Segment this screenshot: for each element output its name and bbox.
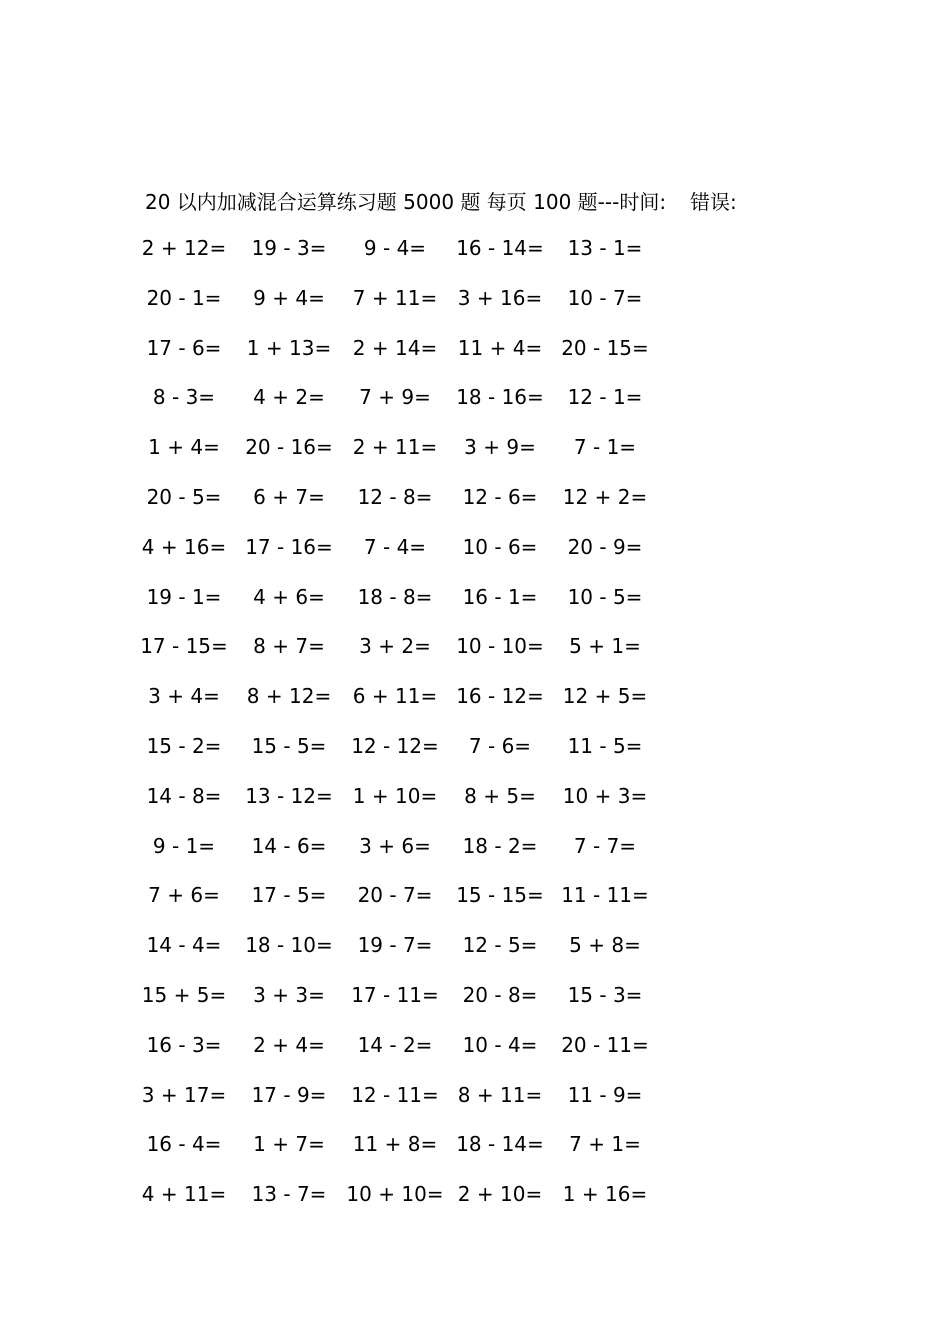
math-problem: 3 + 6= bbox=[359, 833, 431, 858]
problem-row bbox=[0, 778, 950, 828]
math-problem: 6 + 7= bbox=[253, 484, 325, 509]
errors-label: 错误: bbox=[690, 190, 737, 214]
problem-row bbox=[0, 977, 950, 1027]
math-problem: 8 + 12= bbox=[246, 684, 332, 709]
math-problem: 17 - 6= bbox=[146, 335, 222, 360]
math-problem: 19 - 3= bbox=[251, 236, 327, 260]
math-problem: 4 + 2= bbox=[253, 385, 325, 410]
math-problem: 3 + 9= bbox=[464, 435, 536, 460]
math-problem: 3 + 3= bbox=[253, 982, 325, 1007]
math-problem: 18 - 2= bbox=[462, 833, 538, 858]
math-problem: 7 - 4= bbox=[363, 534, 427, 559]
math-problem: 18 - 10= bbox=[245, 933, 333, 958]
problem-row bbox=[0, 927, 950, 977]
math-problem: 20 - 9= bbox=[567, 534, 643, 559]
math-problem: 14 - 2= bbox=[357, 1032, 433, 1057]
math-problem: 10 - 5= bbox=[567, 584, 643, 609]
problem-row bbox=[0, 828, 950, 878]
math-problem: 17 - 9= bbox=[251, 1082, 327, 1107]
math-problem: 1 + 7= bbox=[253, 1132, 325, 1157]
math-problem: 13 - 7= bbox=[251, 1182, 327, 1207]
math-problem: 4 + 6= bbox=[253, 584, 325, 609]
math-problem: 1 + 16= bbox=[562, 1182, 648, 1207]
math-problem: 17 - 16= bbox=[245, 534, 333, 559]
math-problem: 13 - 1= bbox=[567, 236, 643, 260]
math-problem: 12 - 6= bbox=[462, 484, 538, 509]
problem-row bbox=[0, 529, 950, 579]
math-problem: 2 + 4= bbox=[253, 1032, 325, 1057]
math-problem: 19 - 7= bbox=[357, 933, 433, 958]
math-problem: 15 - 5= bbox=[251, 733, 327, 758]
math-problem: 17 - 11= bbox=[351, 982, 439, 1007]
problem-row bbox=[0, 379, 950, 429]
math-problem: 2 + 11= bbox=[352, 435, 438, 460]
math-problem: 20 - 16= bbox=[245, 435, 333, 460]
math-problem: 14 - 6= bbox=[251, 833, 327, 858]
problem-row bbox=[0, 1027, 950, 1077]
math-problem: 1 + 10= bbox=[352, 783, 438, 808]
problem-row bbox=[0, 1126, 950, 1176]
math-problem: 5 + 1= bbox=[569, 634, 641, 659]
math-problem: 1 + 4= bbox=[148, 435, 220, 460]
math-problem: 9 + 4= bbox=[253, 285, 325, 310]
math-problem: 7 + 11= bbox=[352, 285, 438, 310]
math-problem: 12 - 11= bbox=[351, 1082, 439, 1107]
math-problem: 9 - 4= bbox=[363, 236, 427, 260]
math-problem: 14 - 8= bbox=[146, 783, 222, 808]
math-problem: 8 - 3= bbox=[152, 385, 216, 410]
math-problem: 10 - 10= bbox=[456, 634, 544, 659]
math-problem: 4 + 11= bbox=[141, 1182, 227, 1207]
math-problem: 8 + 5= bbox=[464, 783, 536, 808]
math-problem: 10 - 6= bbox=[462, 534, 538, 559]
problem-row bbox=[0, 429, 950, 479]
math-problem: 7 - 6= bbox=[468, 733, 532, 758]
math-problem: 2 + 14= bbox=[352, 335, 438, 360]
math-problem: 9 - 1= bbox=[152, 833, 216, 858]
math-problem: 16 - 3= bbox=[146, 1032, 222, 1057]
math-problem: 12 - 8= bbox=[357, 484, 433, 509]
math-problem: 16 - 4= bbox=[146, 1132, 222, 1157]
problem-row bbox=[0, 1077, 950, 1127]
math-problem: 7 + 9= bbox=[359, 385, 431, 410]
math-problem: 7 + 1= bbox=[569, 1132, 641, 1157]
problem-row bbox=[0, 230, 950, 280]
math-problem: 2 + 12= bbox=[141, 236, 227, 260]
problem-row bbox=[0, 628, 950, 678]
math-problem: 15 + 5= bbox=[141, 982, 227, 1007]
math-problem: 17 - 5= bbox=[251, 883, 327, 908]
math-problem: 18 - 14= bbox=[456, 1132, 544, 1157]
math-problem: 16 - 1= bbox=[462, 584, 538, 609]
math-problem: 20 - 11= bbox=[561, 1032, 649, 1057]
math-problem: 12 - 12= bbox=[351, 733, 439, 758]
math-problem: 11 - 11= bbox=[561, 883, 649, 908]
math-problem: 3 + 17= bbox=[141, 1082, 227, 1107]
math-problem: 20 - 7= bbox=[357, 883, 433, 908]
math-problem: 7 - 7= bbox=[573, 833, 637, 858]
math-problem: 15 - 15= bbox=[456, 883, 544, 908]
math-problem: 15 - 2= bbox=[146, 733, 222, 758]
problem-row bbox=[0, 1176, 950, 1226]
math-problem: 4 + 16= bbox=[141, 534, 227, 559]
math-problem: 10 + 10= bbox=[346, 1182, 444, 1207]
math-problem: 3 + 4= bbox=[148, 684, 220, 709]
math-problem: 6 + 11= bbox=[352, 684, 438, 709]
math-problem: 20 - 8= bbox=[462, 982, 538, 1007]
math-problem: 11 + 4= bbox=[457, 335, 543, 360]
math-problem: 20 - 15= bbox=[561, 335, 649, 360]
problem-row bbox=[0, 479, 950, 529]
math-problem: 18 - 8= bbox=[357, 584, 433, 609]
math-problem: 20 - 5= bbox=[146, 484, 222, 509]
math-problem: 14 - 4= bbox=[146, 933, 222, 958]
math-problem: 12 + 2= bbox=[562, 484, 648, 509]
math-problem: 7 + 6= bbox=[148, 883, 220, 908]
math-problem: 8 + 11= bbox=[457, 1082, 543, 1107]
math-problem: 13 - 12= bbox=[245, 783, 333, 808]
math-problem: 3 + 16= bbox=[457, 285, 543, 310]
problem-row bbox=[0, 678, 950, 728]
worksheet-header bbox=[0, 186, 950, 216]
math-problem: 7 - 1= bbox=[573, 435, 637, 460]
math-problem: 10 - 4= bbox=[462, 1032, 538, 1057]
math-problem: 10 - 7= bbox=[567, 285, 643, 310]
math-problem: 19 - 1= bbox=[146, 584, 222, 609]
math-problem: 17 - 15= bbox=[140, 634, 228, 659]
math-problem: 16 - 14= bbox=[456, 236, 544, 260]
math-problem: 8 + 7= bbox=[253, 634, 325, 659]
math-problem: 10 + 3= bbox=[562, 783, 648, 808]
math-problem: 3 + 2= bbox=[359, 634, 431, 659]
math-problem: 1 + 13= bbox=[246, 335, 332, 360]
math-problem: 20 - 1= bbox=[146, 285, 222, 310]
problem-grid bbox=[0, 230, 950, 1226]
problem-row bbox=[0, 280, 950, 330]
problem-row bbox=[0, 877, 950, 927]
problem-row bbox=[0, 330, 950, 380]
math-problem: 11 - 5= bbox=[567, 733, 643, 758]
math-problem: 12 - 1= bbox=[567, 385, 643, 410]
math-problem: 11 + 8= bbox=[352, 1132, 438, 1157]
math-problem: 12 - 5= bbox=[462, 933, 538, 958]
math-problem: 11 - 9= bbox=[567, 1082, 643, 1107]
math-problem: 2 + 10= bbox=[457, 1182, 543, 1207]
math-problem: 12 + 5= bbox=[562, 684, 648, 709]
math-problem: 18 - 16= bbox=[456, 385, 544, 410]
problem-row bbox=[0, 579, 950, 629]
math-problem: 16 - 12= bbox=[456, 684, 544, 709]
math-problem: 5 + 8= bbox=[569, 933, 641, 958]
worksheet-title: 20 以内加减混合运算练习题 5000 题 每页 100 题---时间: bbox=[145, 190, 667, 214]
math-problem: 15 - 3= bbox=[567, 982, 643, 1007]
problem-row bbox=[0, 728, 950, 778]
